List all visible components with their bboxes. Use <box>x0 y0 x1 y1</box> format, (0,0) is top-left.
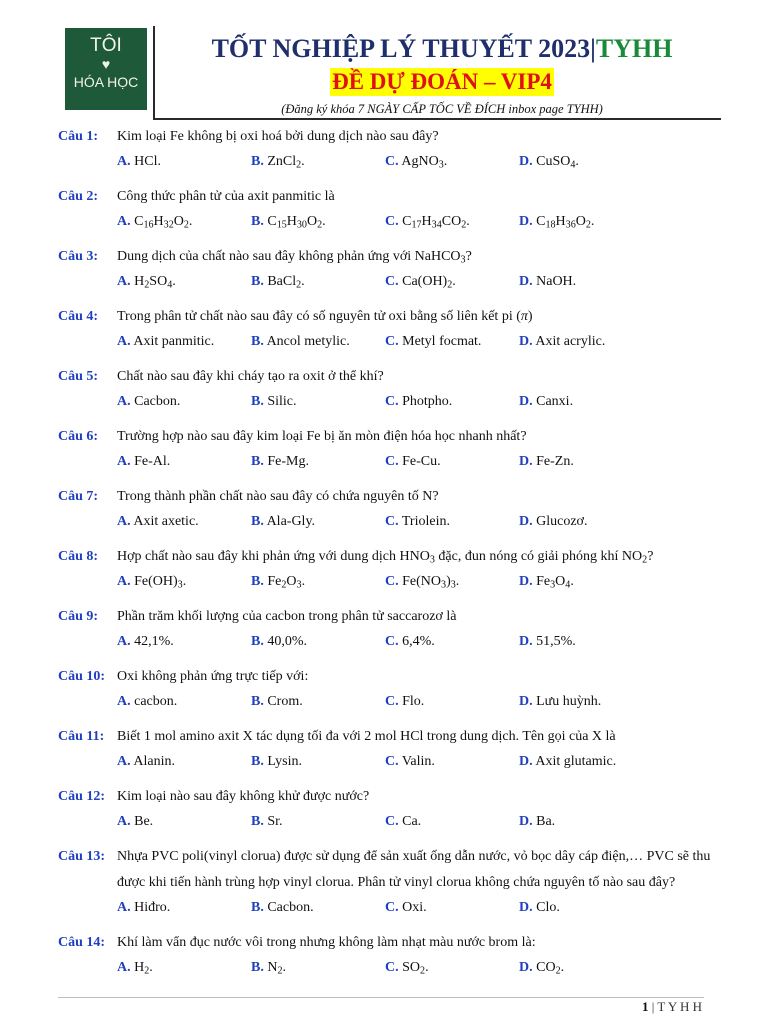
question-item <box>58 364 728 414</box>
answer-option <box>251 210 385 234</box>
answer-option <box>519 330 653 354</box>
question-number: Câu 11: <box>58 729 105 744</box>
option-text: $C_{15}H_{30}O_2$. <box>263 214 326 231</box>
option-text: Ala-Gly. <box>263 514 316 529</box>
option-letter: D. <box>519 960 533 975</box>
option-letter: D. <box>519 214 533 229</box>
question-row <box>58 544 728 570</box>
option-text: Cacbon. <box>263 900 314 915</box>
option-text: $Fe_2O_3$. <box>263 574 306 591</box>
option-text: Ba. <box>532 814 556 829</box>
option-letter: D. <box>519 814 533 829</box>
logo-line2: HÓA HỌC <box>73 74 139 90</box>
question-item <box>58 184 728 234</box>
question-row <box>58 184 728 210</box>
option-letter: A. <box>117 214 131 229</box>
question-number: Câu 8: <box>58 549 99 564</box>
answer-option <box>519 150 653 174</box>
option-letter: A. <box>117 274 131 289</box>
option-text: $Fe_3O_4$. <box>532 574 574 591</box>
question-text: Dung dịch của chất nào sau đây không phản ứng với NaHCO$_3$? <box>117 249 472 266</box>
option-text: Glucozơ. <box>532 514 588 529</box>
question-row <box>58 724 728 750</box>
option-letter: B. <box>251 334 264 349</box>
answer-option <box>385 630 519 654</box>
question-text: Trong thành phần chất nào sau đây có chứa nguyên tố N? <box>117 489 439 504</box>
answer-options <box>58 956 728 980</box>
header-vertical-rule <box>153 26 155 120</box>
answer-option <box>251 570 385 594</box>
question-text: Kim loại nào sau đây không khử được nước? <box>117 789 370 804</box>
question-row <box>58 364 728 390</box>
question-number: Câu 12: <box>58 789 106 804</box>
question-item <box>58 604 728 654</box>
title-separator: | <box>590 34 596 63</box>
answer-option <box>251 270 385 294</box>
answer-option <box>117 510 251 534</box>
option-letter: B. <box>251 694 264 709</box>
question-item <box>58 664 728 714</box>
header-horizontal-rule <box>153 118 721 120</box>
question-number: Câu 2: <box>58 189 99 204</box>
question-number: Câu 9: <box>58 609 99 624</box>
answer-option <box>251 330 385 354</box>
heart-icon: ♥ <box>101 56 111 72</box>
option-text: Valin. <box>398 754 435 769</box>
option-letter: C. <box>385 274 399 289</box>
option-letter: B. <box>251 574 264 589</box>
option-letter: B. <box>251 814 264 829</box>
footer-separator: | <box>648 999 658 1014</box>
question-item <box>58 844 728 920</box>
option-letter: B. <box>251 960 264 975</box>
option-letter: D. <box>519 394 533 409</box>
answer-options <box>58 630 728 654</box>
answer-option <box>385 270 519 294</box>
option-text: Ca. <box>398 814 422 829</box>
question-row <box>58 424 728 450</box>
option-letter: D. <box>519 274 533 289</box>
option-letter: A. <box>117 900 131 915</box>
option-letter: A. <box>117 454 131 469</box>
option-text: 42,1%. <box>130 634 174 649</box>
option-text: ZnCl$_2$. <box>263 154 305 171</box>
answer-option <box>251 810 385 834</box>
logo-line1: TÔI <box>90 35 122 56</box>
subtitle-wrap <box>160 68 724 96</box>
answer-option <box>385 570 519 594</box>
answer-option <box>519 690 653 714</box>
option-letter: C. <box>385 214 399 229</box>
answer-option <box>251 630 385 654</box>
option-text: $Fe(OH)_3$. <box>130 574 187 591</box>
question-text: Chất nào sau đây khi cháy tạo ra oxit ở thể khí? <box>117 369 384 384</box>
question-number: Câu 4: <box>58 309 99 324</box>
question-row <box>58 304 728 330</box>
option-text: Triolein. <box>398 514 450 529</box>
option-text: Ancol metylic. <box>263 334 350 349</box>
option-letter: D. <box>519 514 533 529</box>
option-text: Silic. <box>263 394 297 409</box>
question-text: Khí làm vẩn đục nước vôi trong nhưng không làm nhạt màu nước brom là: <box>117 935 536 950</box>
option-text: Axit acrylic. <box>532 334 606 349</box>
option-letter: D. <box>519 900 533 915</box>
option-letter: B. <box>251 394 264 409</box>
answer-option <box>117 750 251 774</box>
answer-option <box>519 896 653 920</box>
answer-options <box>58 450 728 474</box>
answer-option <box>251 510 385 534</box>
answer-option <box>385 390 519 414</box>
option-letter: D. <box>519 334 533 349</box>
title-main: TỐT NGHIỆP LÝ THUYẾT 2023 <box>211 34 591 63</box>
option-text: NaOH. <box>532 274 577 289</box>
title-brand: TYHH <box>595 34 673 63</box>
question-number: Câu 10: <box>58 669 106 684</box>
option-text: Metyl focmat. <box>398 334 482 349</box>
option-text: Canxi. <box>532 394 574 409</box>
answer-option <box>251 450 385 474</box>
option-text: $CO_2$. <box>532 960 565 977</box>
option-letter: B. <box>251 754 264 769</box>
option-text: CuSO$_4$. <box>532 154 579 171</box>
answer-option <box>251 956 385 980</box>
answer-options <box>58 810 728 834</box>
answer-options <box>58 150 728 174</box>
question-item <box>58 304 728 354</box>
answer-option <box>117 150 251 174</box>
answer-option <box>385 690 519 714</box>
option-letter: C. <box>385 754 399 769</box>
answer-option <box>385 450 519 474</box>
answer-option <box>251 750 385 774</box>
footer-brand: T Y H H <box>657 999 702 1014</box>
answer-options <box>58 750 728 774</box>
question-text: Trường hợp nào sau đây kim loại Fe bị ăn mòn điện hóa học nhanh nhất? <box>117 429 527 444</box>
option-letter: B. <box>251 900 264 915</box>
answer-options <box>58 510 728 534</box>
question-text: Công thức phân tử của axit panmitic là <box>117 189 335 204</box>
option-text: $H_2SO_4$. <box>130 274 176 291</box>
option-text: Fe-Al. <box>130 454 171 469</box>
option-text: $Fe(NO_3)_3$. <box>398 574 460 591</box>
option-text: AgNO$_3$. <box>398 154 448 171</box>
option-text: Fe-Cu. <box>398 454 441 469</box>
answer-option <box>117 330 251 354</box>
answer-options <box>58 570 728 594</box>
question-text: Hợp chất nào sau đây khi phản ứng với dung dịch $HNO_3$ đặc, đun nóng có giải phóng khí $NO_2$? <box>117 549 654 566</box>
option-letter: B. <box>251 514 264 529</box>
answer-option <box>519 810 653 834</box>
answer-option <box>385 330 519 354</box>
option-text: Clo. <box>532 900 560 915</box>
question-number: Câu 5: <box>58 369 99 384</box>
option-text: Be. <box>130 814 154 829</box>
answer-option <box>519 510 653 534</box>
question-row <box>58 930 728 956</box>
question-row <box>58 124 728 150</box>
option-letter: C. <box>385 574 399 589</box>
option-text: Alanin. <box>130 754 175 769</box>
option-letter: C. <box>385 960 399 975</box>
logo <box>65 28 147 110</box>
option-text: 40,0%. <box>263 634 308 649</box>
option-text: Hiđro. <box>130 900 171 915</box>
answer-option <box>519 956 653 980</box>
option-text: Fe-Mg. <box>263 454 309 469</box>
answer-option <box>519 630 653 654</box>
answer-option <box>117 270 251 294</box>
question-number: Câu 6: <box>58 429 99 444</box>
question-list <box>58 124 728 990</box>
option-letter: D. <box>519 454 533 469</box>
option-letter: C. <box>385 814 399 829</box>
option-letter: C. <box>385 334 399 349</box>
question-row <box>58 844 728 896</box>
option-letter: A. <box>117 574 131 589</box>
option-text: $C_{17}H_{34}CO_2$. <box>398 214 470 231</box>
page-footer <box>642 999 702 1015</box>
option-letter: C. <box>385 694 399 709</box>
question-number: Câu 13: <box>58 849 106 864</box>
option-text: Axit glutamic. <box>532 754 617 769</box>
answer-options <box>58 690 728 714</box>
question-row <box>58 244 728 270</box>
subtitle: ĐỀ DỰ ĐOÁN – VIP4 <box>332 69 552 94</box>
answer-options <box>58 896 728 920</box>
option-text: BaCl$_2$. <box>263 274 305 291</box>
option-letter: C. <box>385 514 399 529</box>
question-item <box>58 784 728 834</box>
option-text: Crom. <box>263 694 303 709</box>
answer-option <box>117 956 251 980</box>
question-row <box>58 664 728 690</box>
answer-option <box>117 810 251 834</box>
answer-option <box>117 570 251 594</box>
answer-option <box>385 510 519 534</box>
answer-option <box>117 630 251 654</box>
option-letter: D. <box>519 754 533 769</box>
answer-option <box>519 570 653 594</box>
question-text: Phần trăm khối lượng của cacbon trong phân tử saccarozơ là <box>117 609 457 624</box>
option-letter: C. <box>385 154 399 169</box>
question-text: Kim loại Fe không bị oxi hoá bởi dung dịch nào sau đây? <box>117 129 439 144</box>
answer-options <box>58 270 728 294</box>
option-text: Axit panmitic. <box>130 334 215 349</box>
option-letter: A. <box>117 334 131 349</box>
option-letter: D. <box>519 574 533 589</box>
answer-option <box>117 390 251 414</box>
option-letter: A. <box>117 154 131 169</box>
option-letter: A. <box>117 754 131 769</box>
option-text: $SO_2$. <box>398 960 429 977</box>
option-letter: C. <box>385 900 399 915</box>
question-item <box>58 244 728 294</box>
page-number: 1 <box>641 999 649 1014</box>
question-number: Câu 3: <box>58 249 99 264</box>
option-letter: C. <box>385 634 399 649</box>
answer-options <box>58 390 728 414</box>
answer-option <box>117 690 251 714</box>
option-letter: B. <box>251 154 264 169</box>
question-item <box>58 484 728 534</box>
option-text: $Ca(OH)_2$. <box>398 274 456 291</box>
answer-option <box>117 450 251 474</box>
answer-option <box>385 956 519 980</box>
option-text: $C_{16}H_{32}O_2$. <box>130 214 193 231</box>
answer-option <box>251 896 385 920</box>
option-letter: B. <box>251 454 264 469</box>
answer-options <box>58 210 728 234</box>
option-letter: D. <box>519 154 533 169</box>
registration-note: (Đăng ký khóa 7 NGÀY CẤP TỐC VỀ ĐÍCH inbox page TYHH) <box>281 102 603 116</box>
question-row <box>58 604 728 630</box>
option-text: $N_2$. <box>263 960 287 977</box>
answer-option <box>519 450 653 474</box>
page-title <box>160 34 724 64</box>
question-number: Câu 1: <box>58 129 99 144</box>
option-text: Flo. <box>398 694 425 709</box>
question-row <box>58 784 728 810</box>
option-text: Oxi. <box>398 900 427 915</box>
answer-option <box>519 390 653 414</box>
question-item <box>58 930 728 980</box>
option-text: HCl. <box>130 154 161 169</box>
option-text: Sr. <box>263 814 283 829</box>
question-item <box>58 724 728 774</box>
question-row <box>58 484 728 510</box>
option-text: Photpho. <box>398 394 453 409</box>
option-letter: B. <box>251 214 264 229</box>
question-text: Oxi không phản ứng trực tiếp với: <box>117 669 309 684</box>
answer-option <box>519 210 653 234</box>
option-text: cacbon. <box>130 694 178 709</box>
question-text: Biết 1 mol amino axit X tác dụng tối đa với 2 mol HCl trong dung dịch. Tên gọi của X là <box>117 729 616 744</box>
answer-option <box>251 690 385 714</box>
option-letter: A. <box>117 514 131 529</box>
answer-option <box>385 150 519 174</box>
option-letter: A. <box>117 634 131 649</box>
question-number: Câu 7: <box>58 489 99 504</box>
option-letter: A. <box>117 814 131 829</box>
option-text: Fe-Zn. <box>532 454 574 469</box>
answer-options <box>58 330 728 354</box>
option-text: $H_2$. <box>130 960 153 977</box>
option-text: Axit axetic. <box>130 514 199 529</box>
option-letter: C. <box>385 454 399 469</box>
option-letter: A. <box>117 394 131 409</box>
option-text: 51,5%. <box>532 634 576 649</box>
question-number: Câu 14: <box>58 935 106 950</box>
option-letter: A. <box>117 960 131 975</box>
option-text: $C_{18}H_{36}O_2$. <box>532 214 595 231</box>
answer-option <box>519 270 653 294</box>
answer-option <box>385 810 519 834</box>
question-item <box>58 424 728 474</box>
footer-rule <box>58 997 704 998</box>
answer-option <box>385 210 519 234</box>
option-text: Lysin. <box>263 754 302 769</box>
answer-option <box>117 896 251 920</box>
question-text: Trong phân tử chất nào sau đây có số nguyên tử oxi bằng số liên kết pi (π) <box>117 309 533 324</box>
option-text: Cacbon. <box>130 394 181 409</box>
option-letter: B. <box>251 274 264 289</box>
question-text: Nhựa PVC poli(vinyl clorua) được sử dụng để sản xuất ống dẫn nước, vỏ bọc dây cáp điện,… PVC sẽ thu được khi tiến hành trùng hợp vinyl clorua. Phân tử vinyl clorua không chứa nguyên tố nào sau đây? <box>117 849 711 890</box>
option-text: 6,4%. <box>398 634 435 649</box>
option-letter: D. <box>519 694 533 709</box>
option-letter: D. <box>519 634 533 649</box>
option-letter: C. <box>385 394 399 409</box>
answer-option <box>385 750 519 774</box>
answer-option <box>385 896 519 920</box>
answer-option <box>251 390 385 414</box>
answer-option <box>117 210 251 234</box>
answer-option <box>519 750 653 774</box>
answer-option <box>251 150 385 174</box>
option-letter: B. <box>251 634 264 649</box>
option-letter: A. <box>117 694 131 709</box>
question-item <box>58 124 728 174</box>
option-text: Lưu huỳnh. <box>532 694 602 709</box>
question-item <box>58 544 728 594</box>
